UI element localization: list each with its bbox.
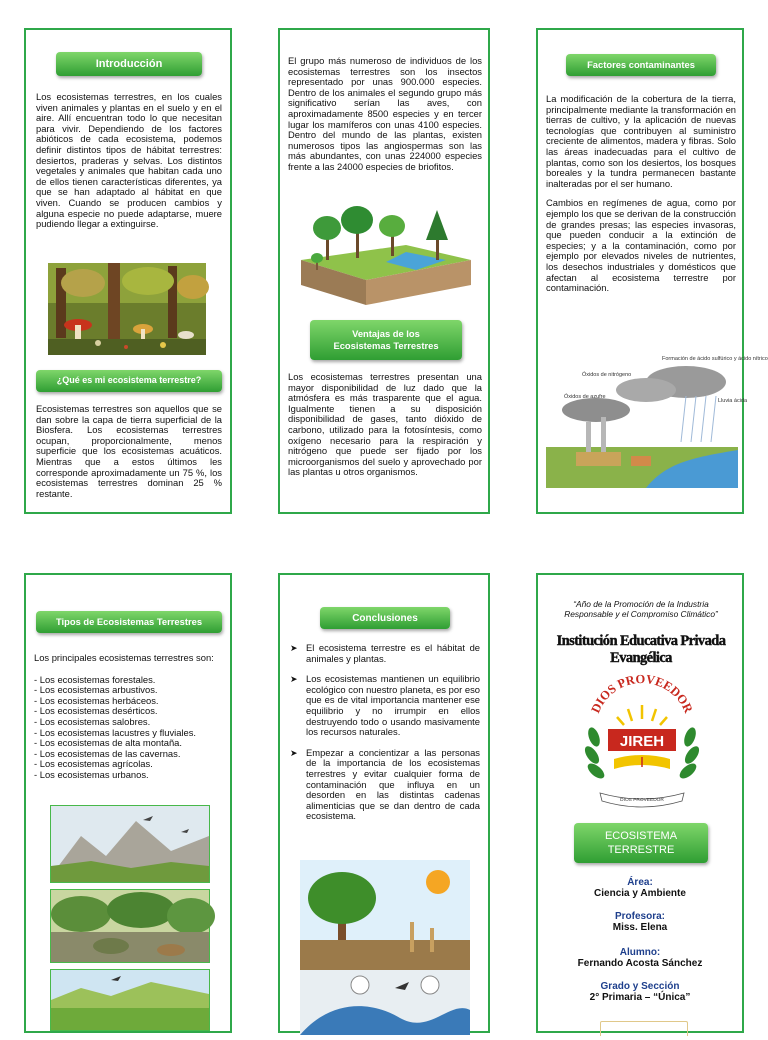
pollutants-paragraphs <box>546 94 736 303</box>
topic-line1: ECOSISTEMA <box>604 829 678 842</box>
list-item: - Los ecosistemas de alta montaña. <box>34 737 182 749</box>
list-item: - Los ecosistemas desérticos. <box>34 705 158 717</box>
conclusion-text: Los ecosistemas mantienen un equilibrio ecológico con nuestro planeta, es por eso que es de vital importancia mantener ese equilibrio y no irrumpir en ellos destruyendo todo o usando masivamente los recursos naturales. <box>306 673 480 738</box>
ecosystem-block-illustration <box>296 200 476 310</box>
list-item: - Los ecosistemas arbustivos. <box>34 684 158 696</box>
teacher-label: Profesora: <box>614 911 665 922</box>
institution-name-text: Institución Educativa Privada Evangélica <box>556 633 726 666</box>
advantages-heading-line2: Ecosistemas Terrestres <box>333 340 439 351</box>
pollutants-para2: Cambios en regímenes de agua, como por ejemplo los que se derivan de la construcción de grandes presas; las especies invasoras, que pueden conducir a la extinción de especies; y a la contaminación, como por ejemplo por elevados niveles de nutrientes, los desechos industriales y domésticos que afectan al ecosistema terrestre por contaminación. <box>546 197 736 294</box>
panel-portada <box>536 573 744 1033</box>
list-item: - Los ecosistemas forestales. <box>34 673 156 685</box>
types-list <box>34 675 224 781</box>
types-heading-text: Tipos de Ecosistemas Terrestres <box>55 615 203 627</box>
species-text: El grupo más numeroso de individuos de los ecosistemas terrestres son los insectos representado por unas 900.000 especies. Dentro de los animales el segundo grupo más significativo serían las aves, con aproximadamente 8500 especies y en tercer lugar los mamíferos con unas 4100 especies. Dentro del mundo de las plantas, existen numerosos tipos las angiospermas son las más abundantes, con unas 224000 especies frente a las 24000 especies de briofitos. <box>288 55 482 172</box>
types-list-block <box>34 653 224 781</box>
panel-introduccion <box>24 28 232 514</box>
conclusions-heading <box>320 607 450 629</box>
advantages-heading-lines <box>333 328 438 352</box>
list-item <box>290 643 480 664</box>
label-acid-formation: Formación de ácido sulfúrico y ácido nítrico <box>662 356 768 362</box>
panel-tipos-ecosistemas <box>24 573 232 1033</box>
institution-name <box>544 633 738 667</box>
arrow-bullet-icon: ➤ <box>290 674 298 685</box>
grade-block <box>538 981 742 1003</box>
intro-heading-text: Introducción <box>95 57 163 70</box>
school-logo <box>582 667 702 813</box>
list-item: - Los ecosistemas urbanos. <box>34 768 149 780</box>
logo-ribbon-text: DIOS PROVEEDOR <box>620 798 664 803</box>
types-intro: Los principales ecosistemas terrestres son: <box>34 652 214 663</box>
teacher-value: Miss. Elena <box>612 922 668 933</box>
label-sulfur-oxides: Óxidos de azufre <box>564 394 606 400</box>
what-is-heading <box>36 370 222 392</box>
species-paragraph <box>288 56 482 173</box>
panel-conclusiones <box>278 573 490 1033</box>
pollutants-para1: La modificación de la cobertura de la tierra, principalmente mediante la transformación en tierras de cultivo, y la aplicación de nuevas tecnologías que contribuyen al suministro creciente de alimentos, madera y fibras. Solo las áreas inadecuadas para el cultivo de plantas, como son los desiertos, los bosques boreales y la tundra permanecen bastante inalteradas por el ser humano. <box>546 93 736 189</box>
student-label: Alumno: <box>619 947 661 958</box>
list-item: - Los ecosistemas lacustres y fluviales. <box>34 726 197 738</box>
advantages-text: Los ecosistemas terrestres presentan una mayor disponibilidad de luz dado que la atmósfera es más trasparente que el agua. Igualmente tienen a su disposición disponibilidad de gases, tanto dióxido de carbono, utilizado para la fotosíntesis, como oxígeno necesario para la respiración y nitrógeno que puede ser fijado por los microorganismos del suelo y aprovechado por las plantas u otros organismos. <box>288 371 482 478</box>
area-value: Ciencia y Ambiente <box>594 888 686 899</box>
student-value: Fernando Acosta Sánchez <box>577 958 703 969</box>
student-block <box>538 947 742 969</box>
list-item <box>290 674 480 738</box>
panel-grupos-ventajas <box>278 28 490 514</box>
list-item <box>290 748 480 822</box>
mountain-ecosystem-svg <box>51 806 209 882</box>
conclusion-text: El ecosistema terrestre es el hábitat de animales y plantas. <box>306 642 480 664</box>
forest-illustration <box>48 263 206 355</box>
label-acid-rain: Lluvia ácida <box>718 398 748 404</box>
year-motto-text: “Año de la Promoción de la Industria Responsable y el Compromiso Climático” <box>564 599 718 619</box>
advantages-heading <box>310 320 462 360</box>
list-item: - Los ecosistemas agrícolas. <box>34 758 153 770</box>
list-item: - Los ecosistemas de las cavernas. <box>34 747 181 759</box>
pollutants-heading-text: Factores contaminantes <box>587 58 695 70</box>
list-item: - Los ecosistemas herbáceos. <box>34 694 159 706</box>
teacher-block <box>538 911 742 933</box>
ecosystem-block-svg <box>296 200 476 310</box>
what-is-heading-text: ¿Qué es mi ecosistema terrestre? <box>56 375 202 386</box>
acid-rain-svg <box>546 352 768 488</box>
mountain-ecosystem-image <box>50 805 210 883</box>
panel-factores-contaminantes <box>536 28 768 514</box>
conclusion-text: Empezar a concientizar a las personas de la importancia de los ecosistemas terrestres y evitar cualquier forma de contaminación que influya en un desorden en las distintas cadenas alimenticias que se dan dentro de cada ecosistema. <box>306 746 480 822</box>
forest-ecosystem-image <box>50 889 210 963</box>
grassland-ecosystem-image <box>50 969 210 1031</box>
acid-rain-illustration <box>546 352 768 488</box>
logo-name-text: JIREH <box>619 733 665 750</box>
area-block <box>538 877 742 899</box>
conclusions-block <box>290 643 480 832</box>
advantages-heading-line1: Ventajas de los <box>352 327 420 339</box>
conclusions-heading-text: Conclusiones <box>352 612 418 624</box>
school-logo-svg <box>582 667 702 813</box>
topic-title <box>574 823 708 863</box>
advantages-paragraph <box>288 372 482 478</box>
list-item: - Los ecosistemas salobres. <box>34 715 151 727</box>
topic-line2: TERRESTRE <box>607 844 675 856</box>
topic-title-lines <box>605 829 677 858</box>
what-is-paragraph <box>36 404 222 499</box>
bottom-frame <box>600 1021 688 1036</box>
area-label: Área: <box>627 877 653 888</box>
pollutants-heading <box>566 54 716 76</box>
grade-label: Grado y Sección <box>600 981 680 992</box>
what-is-text: Ecosistemas terrestres son aquellos que se dan sobre la capa de tierra superficial de la Biosfera. Los ecosistemas terrestres ocupan, proporcionalmente, menos superficie que los ecosistemas acuáticos. Mientras que a estos últimos les corresponde aproximadamente un 75 %, los ecosistemas terrestres dominan 25 % restante. <box>36 403 222 499</box>
forest-illustration-svg <box>48 263 206 355</box>
intro-text: Los ecosistemas terrestres, en los cuales viven animales y plantas en el suelo y en el aire. Allí encuentran todo lo que necesitan para vivir. Dependiendo de los factores abióticos de cada ecosistema, podemos definir distintos tipos de hábitat terrestres: desiertos, praderas y selvas. Los distintos vegetales y animales que habitan cada uno de ellos tienen características diferentes, ya que se han adaptado al hábitat en que viven. Cuando se producen cambios y alguna especie no puede adaptarse, muere pudiendo llegar a extinguirse. <box>36 91 222 230</box>
grassland-ecosystem-svg <box>51 970 209 1030</box>
grade-value: 2° Primaria – “Única” <box>589 992 691 1003</box>
types-heading <box>36 611 222 633</box>
year-motto <box>548 599 734 619</box>
logo-arc-path-text: DIOS PROVEEDOR <box>588 671 696 716</box>
intro-paragraph <box>36 92 222 230</box>
ecosystem-cycle-illustration <box>300 860 470 1035</box>
conclusions-list <box>290 643 480 822</box>
arrow-bullet-icon: ➤ <box>290 643 298 653</box>
ecosystem-cycle-svg <box>300 860 470 1035</box>
arrow-bullet-icon: ➤ <box>290 747 298 758</box>
intro-heading <box>56 52 202 76</box>
forest-ecosystem-svg <box>51 890 209 962</box>
label-nitrogen-oxides: Óxidos de nitrógeno <box>582 372 632 378</box>
